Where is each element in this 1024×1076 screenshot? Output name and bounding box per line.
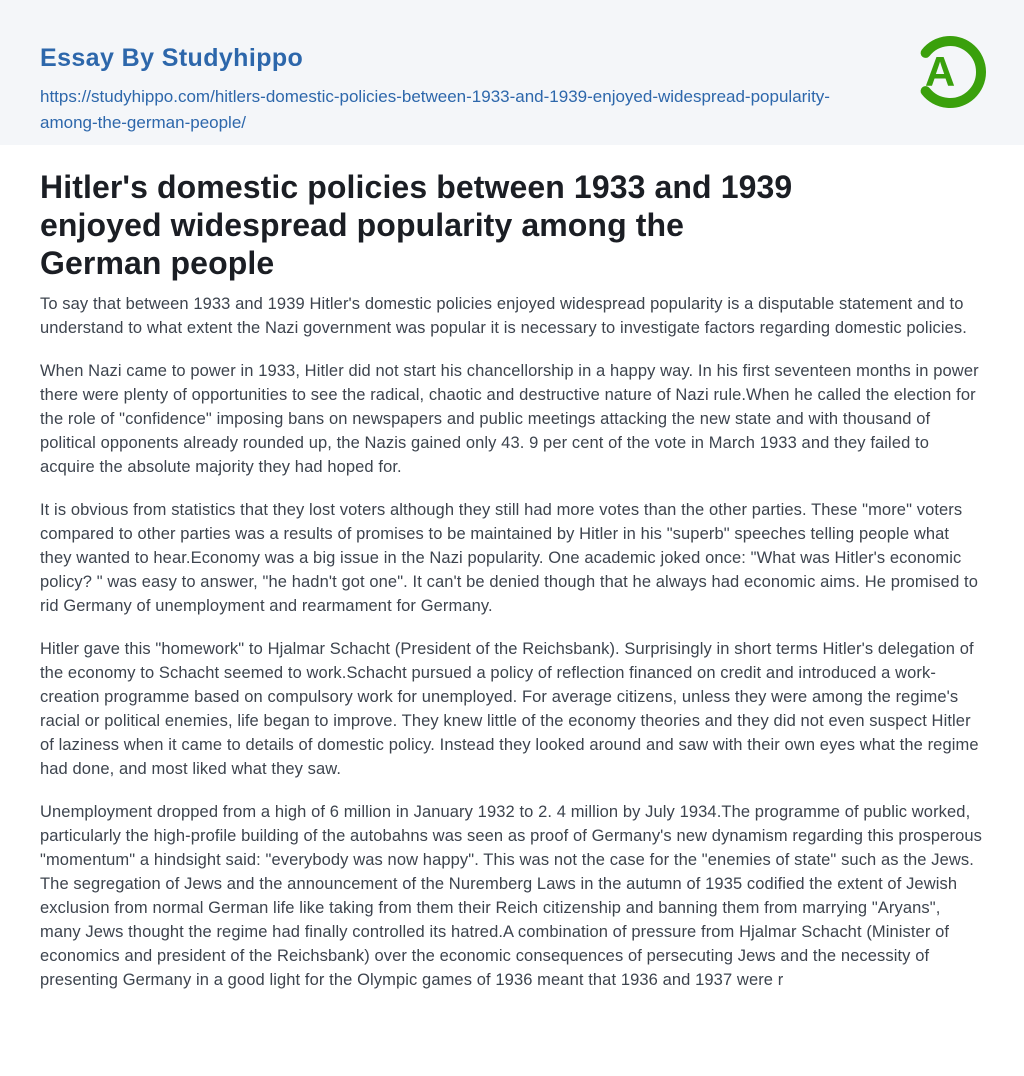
logo-open-ring-icon [913,35,987,109]
essay-paragraph: It is obvious from statistics that they lost voters although they still had more votes than the other parties. These "more" voters compared to other parties was a results of promises to be maintained by Hitler in his "superb" speeches telling people what they wanted to hear.Economy was a big issue in the Nazi popularity. One academic joked once: "What was Hitler's economic policy? " was easy to answer, "he hadn't got one". It can't be denied though that he always had economic aims. He promised to rid Germany of unemployment and rearmament for Germany. [40,501,978,615]
source-url-link[interactable]: https://studyhippo.com/hitlers-domestic-policies-between-1933-and-1939-enjoyed-widespread-popularity-among-the-german-people/ [40,87,830,132]
essay-title-line: German people [40,245,275,281]
essay-title-line: enjoyed widespread popularity among the [40,207,685,243]
studyhippo-logo [913,35,987,109]
essay-paragraph: Hitler gave this "homework" to Hjalmar Schacht (President of the Reichsbank). Surprisingly in short terms Hitler's delegation of the economy to Schacht seemed to work.Schacht pursued a policy of reflection financed on credit and introduced a work-creation programme based on compulsory work for unemployed. For average citizens, unless they were among the regime's racial or political enemies, life began to improve. They knew little of the economy theories and they did not even suspect Hitler of laziness when it came to details of domestic policy. Instead they looked around and saw with their own eyes what the regime had done, and most liked what they saw. [40,640,979,778]
essay-paragraph: Unemployment dropped from a high of 6 million in January 1932 to 2. 4 million by July 1934.The programme of public worked, particularly the high-profile building of the autobahns was seen as proof of Germany's new dynamism regarding this prosperous "momentum" a hindsight said: "everybody was now happy". This was not the case for the "enemies of state" such as the Jews. The segregation of Jews and the announcement of the Nuremberg Laws in the autumn of 1935 codified the extent of Jewish exclusion from normal German life like taking from them their Reich citizenship and banning them from marrying "Aryans", many Jews thought the regime had finally controlled its hatred.A combination of pressure from Hjalmar Schacht (Minister of economics and president of the Reichsbank) over the economic consequences of persecuting Jews and the necessity of presenting Germany in a good light for the Olympic games of 1936 meant that 1936 and 1937 were r [40,803,982,989]
essay-body [40,292,984,992]
page-header [0,0,1024,145]
site-title: Essay By Studyhippo [40,44,304,72]
essay-paragraph: To say that between 1933 and 1939 Hitler's domestic policies enjoyed widespread popularity is a disputable statement and to understand to what extent the Nazi government was popular it is necessary to investigate factors regarding domestic policies. [40,295,967,337]
essay-paragraph: When Nazi came to power in 1933, Hitler did not start his chancellorship in a happy way. In his first seventeen months in power there were plenty of opportunities to see the radical, chaotic and destructive nature of Nazi rule.When he called the election for the role of "confidence" imposing bans on newspapers and public meetings attacking the new state and with thousand of political opponents already rounded up, the Nazis gained only 43. 9 per cent of the vote in March 1933 and they failed to acquire the absolute majority they had hoped for. [40,362,979,476]
logo-letter: A [924,48,956,95]
essay-title-line: Hitler's domestic policies between 1933 and 1939 [40,169,793,205]
essay-content [0,168,1024,992]
essay-title [40,168,984,282]
